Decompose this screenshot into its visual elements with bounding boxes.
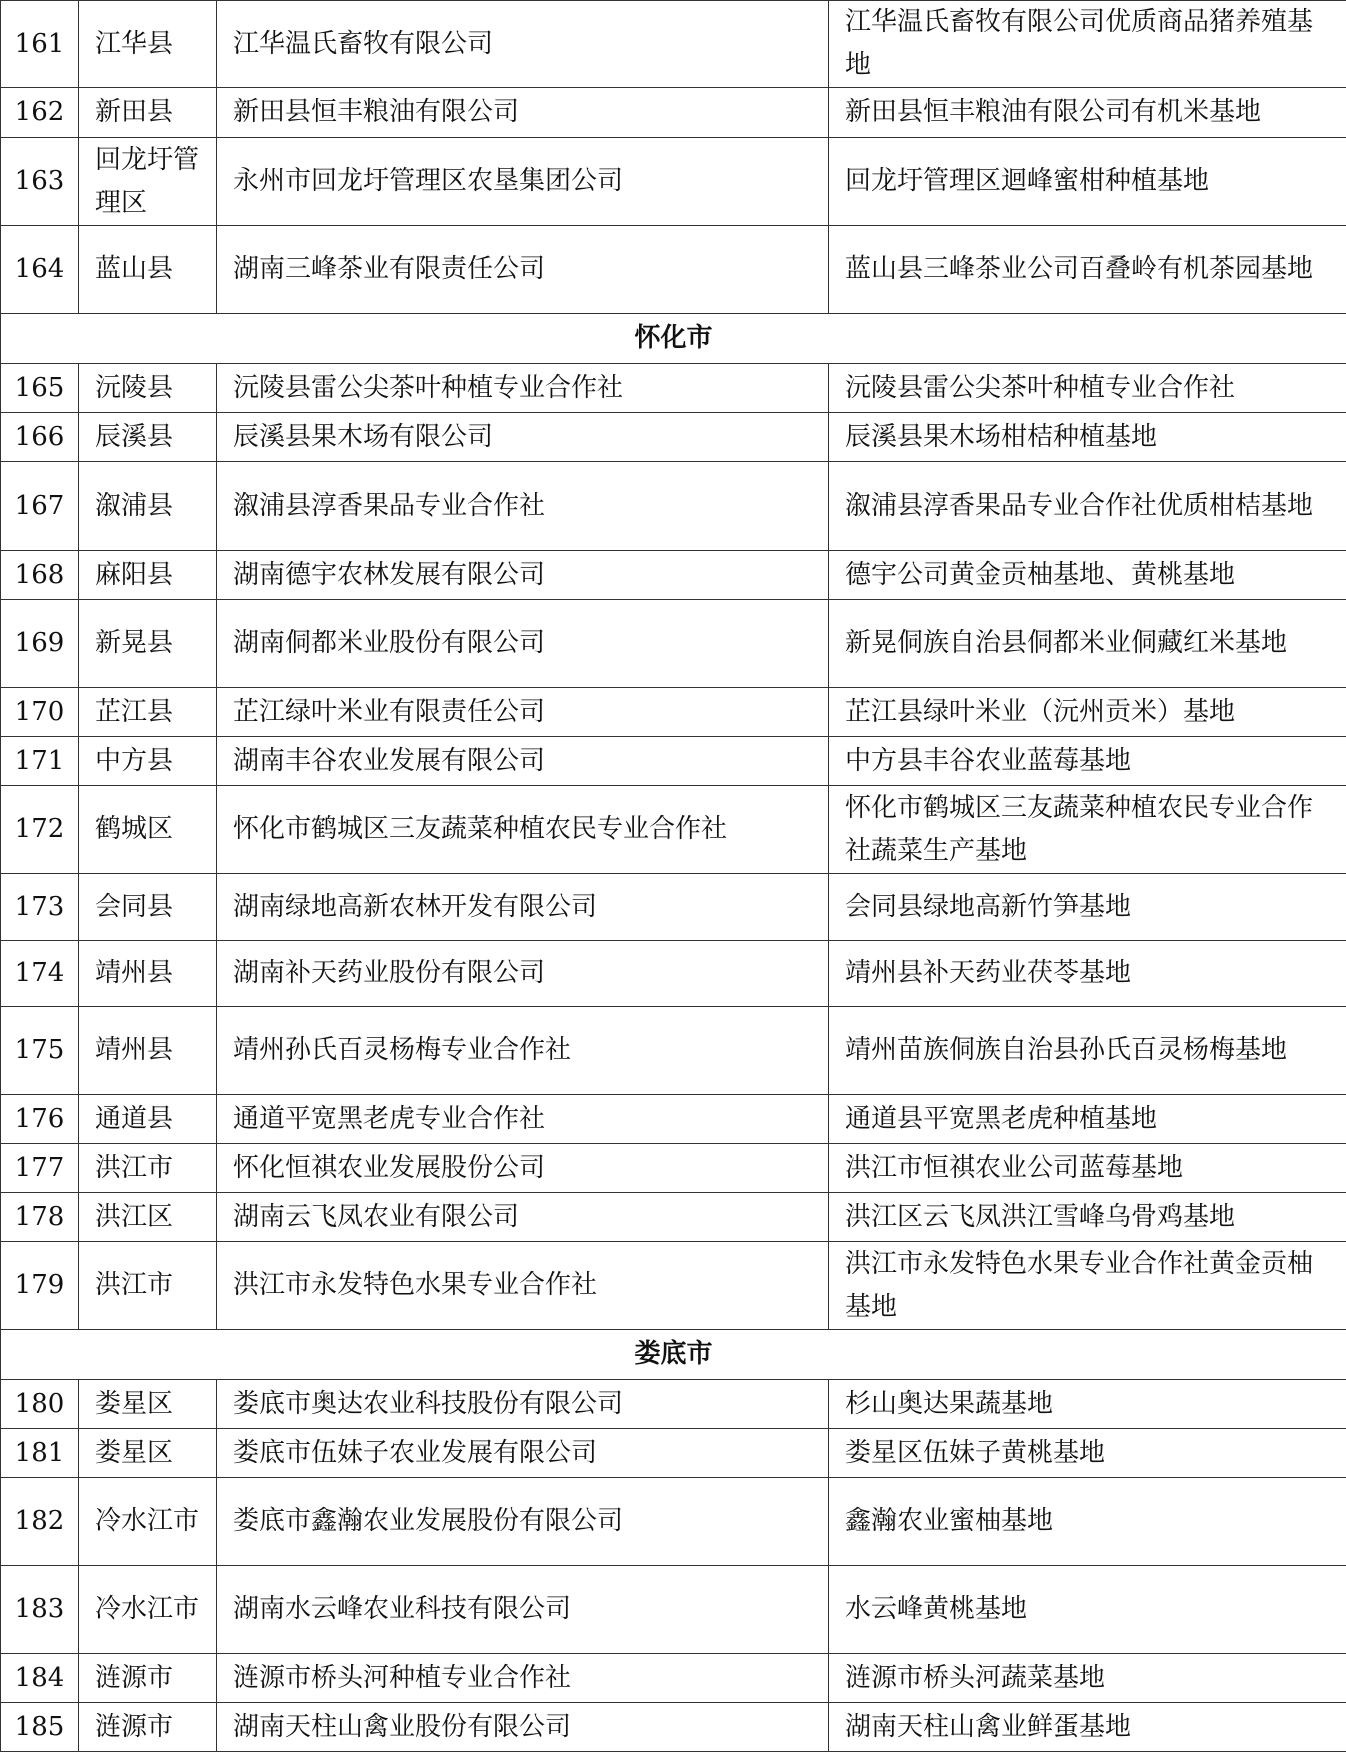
- company-cell: 涟源市桥头河种植专业合作社: [217, 1654, 829, 1703]
- base-cell: 鑫瀚农业蜜柚基地: [829, 1478, 1346, 1566]
- table-row: [1, 88, 1346, 138]
- county-cell: 洪江市: [79, 1242, 217, 1330]
- table-row: [1, 874, 1346, 941]
- table-row: [1, 786, 1346, 874]
- county-cell: 鹤城区: [79, 786, 217, 874]
- company-cell: 湖南云飞凤农业有限公司: [217, 1193, 829, 1242]
- county-cell: 溆浦县: [79, 462, 217, 551]
- base-cell: 中方县丰谷农业蓝莓基地: [829, 737, 1346, 786]
- row-number: 179: [1, 1242, 79, 1330]
- county-cell: 涟源市: [79, 1703, 217, 1752]
- base-cell: 湖南天柱山禽业鲜蛋基地: [829, 1703, 1346, 1752]
- row-number: 171: [1, 737, 79, 786]
- table-row: [1, 1566, 1346, 1654]
- base-cell: 江华温氏畜牧有限公司优质商品猪养殖基地: [829, 1, 1346, 88]
- section-title: 娄底市: [1, 1330, 1346, 1380]
- county-cell: 娄星区: [79, 1429, 217, 1478]
- company-cell: 娄底市鑫瀚农业发展股份有限公司: [217, 1478, 829, 1566]
- base-cell: 溆浦县淳香果品专业合作社优质柑桔基地: [829, 462, 1346, 551]
- county-cell: 回龙圩管理区: [79, 138, 217, 226]
- table-row: [1, 138, 1346, 226]
- county-cell: 洪江区: [79, 1193, 217, 1242]
- county-cell: 新晃县: [79, 600, 217, 688]
- base-cell: 洪江区云飞凤洪江雪峰乌骨鸡基地: [829, 1193, 1346, 1242]
- county-cell: 蓝山县: [79, 226, 217, 314]
- row-number: 170: [1, 688, 79, 737]
- table-row: [1, 462, 1346, 551]
- base-cell: 辰溪县果木场柑桔种植基地: [829, 413, 1346, 462]
- row-number: 177: [1, 1144, 79, 1193]
- row-number: 182: [1, 1478, 79, 1566]
- company-cell: 永州市回龙圩管理区农垦集团公司: [217, 138, 829, 226]
- table-row: [1, 1095, 1346, 1144]
- county-cell: 会同县: [79, 874, 217, 941]
- row-number: 165: [1, 364, 79, 413]
- base-cell: 杉山奥达果蔬基地: [829, 1380, 1346, 1429]
- base-cell: 靖州苗族侗族自治县孙氏百灵杨梅基地: [829, 1007, 1346, 1095]
- row-number: 162: [1, 88, 79, 138]
- row-number: 184: [1, 1654, 79, 1703]
- base-cell: 回龙圩管理区迴峰蜜柑种植基地: [829, 138, 1346, 226]
- row-number: 168: [1, 551, 79, 600]
- company-cell: 辰溪县果木场有限公司: [217, 413, 829, 462]
- company-cell: 湖南水云峰农业科技有限公司: [217, 1566, 829, 1654]
- county-cell: 新田县: [79, 88, 217, 138]
- table-row: [1, 737, 1346, 786]
- table-row: [1, 1007, 1346, 1095]
- section-title: 怀化市: [1, 314, 1346, 364]
- county-cell: 靖州县: [79, 1007, 217, 1095]
- county-cell: 洪江市: [79, 1144, 217, 1193]
- county-cell: 江华县: [79, 1, 217, 88]
- county-cell: 沅陵县: [79, 364, 217, 413]
- company-cell: 新田县恒丰粮油有限公司: [217, 88, 829, 138]
- company-cell: 洪江市永发特色水果专业合作社: [217, 1242, 829, 1330]
- section-header-row: [1, 1330, 1346, 1380]
- company-cell: 湖南绿地高新农林开发有限公司: [217, 874, 829, 941]
- table-row: [1, 1380, 1346, 1429]
- company-cell: 怀化市鹤城区三友蔬菜种植农民专业合作社: [217, 786, 829, 874]
- table-row: [1, 600, 1346, 688]
- county-cell: 冷水江市: [79, 1566, 217, 1654]
- base-cell: 会同县绿地高新竹笋基地: [829, 874, 1346, 941]
- base-cell: 娄星区伍妹子黄桃基地: [829, 1429, 1346, 1478]
- company-cell: 湖南三峰茶业有限责任公司: [217, 226, 829, 314]
- table-row: [1, 1429, 1346, 1478]
- row-number: 180: [1, 1380, 79, 1429]
- table-row: [1, 1, 1346, 88]
- section-header-row: [1, 314, 1346, 364]
- table-row: [1, 941, 1346, 1007]
- base-cell: 新田县恒丰粮油有限公司有机米基地: [829, 88, 1346, 138]
- row-number: 175: [1, 1007, 79, 1095]
- company-cell: 湖南德宇农林发展有限公司: [217, 551, 829, 600]
- county-cell: 芷江县: [79, 688, 217, 737]
- row-number: 181: [1, 1429, 79, 1478]
- company-cell: 通道平宽黑老虎专业合作社: [217, 1095, 829, 1144]
- row-number: 169: [1, 600, 79, 688]
- table-row: [1, 364, 1346, 413]
- company-cell: 沅陵县雷公尖茶叶种植专业合作社: [217, 364, 829, 413]
- base-cell: 新晃侗族自治县侗都米业侗藏红米基地: [829, 600, 1346, 688]
- table-row: [1, 1242, 1346, 1330]
- table-row: [1, 1478, 1346, 1566]
- base-cell: 洪江市永发特色水果专业合作社黄金贡柚基地: [829, 1242, 1346, 1330]
- company-cell: 芷江绿叶米业有限责任公司: [217, 688, 829, 737]
- row-number: 163: [1, 138, 79, 226]
- county-cell: 涟源市: [79, 1654, 217, 1703]
- base-cell: 怀化市鹤城区三友蔬菜种植农民专业合作社蔬菜生产基地: [829, 786, 1346, 874]
- county-cell: 中方县: [79, 737, 217, 786]
- table-row: [1, 551, 1346, 600]
- table-row: [1, 1144, 1346, 1193]
- county-cell: 麻阳县: [79, 551, 217, 600]
- county-cell: 通道县: [79, 1095, 217, 1144]
- table-row: [1, 413, 1346, 462]
- row-number: 176: [1, 1095, 79, 1144]
- row-number: 174: [1, 941, 79, 1007]
- row-number: 183: [1, 1566, 79, 1654]
- company-cell: 湖南侗都米业股份有限公司: [217, 600, 829, 688]
- company-cell: 娄底市伍妹子农业发展有限公司: [217, 1429, 829, 1478]
- row-number: 178: [1, 1193, 79, 1242]
- row-number: 161: [1, 1, 79, 88]
- company-cell: 湖南天柱山禽业股份有限公司: [217, 1703, 829, 1752]
- table-row: [1, 688, 1346, 737]
- base-cell: 芷江县绿叶米业（沅州贡米）基地: [829, 688, 1346, 737]
- base-cell: 沅陵县雷公尖茶叶种植专业合作社: [829, 364, 1346, 413]
- table-row: [1, 1654, 1346, 1703]
- row-number: 173: [1, 874, 79, 941]
- row-number: 172: [1, 786, 79, 874]
- company-cell: 湖南丰谷农业发展有限公司: [217, 737, 829, 786]
- row-number: 164: [1, 226, 79, 314]
- base-cell: 洪江市恒祺农业公司蓝莓基地: [829, 1144, 1346, 1193]
- company-cell: 溆浦县淳香果品专业合作社: [217, 462, 829, 551]
- company-cell: 靖州孙氏百灵杨梅专业合作社: [217, 1007, 829, 1095]
- base-cell: 蓝山县三峰茶业公司百叠岭有机茶园基地: [829, 226, 1346, 314]
- county-cell: 靖州县: [79, 941, 217, 1007]
- table-row: [1, 1703, 1346, 1752]
- company-cell: 娄底市奥达农业科技股份有限公司: [217, 1380, 829, 1429]
- table-row: [1, 226, 1346, 314]
- base-cell: 水云峰黄桃基地: [829, 1566, 1346, 1654]
- county-cell: 冷水江市: [79, 1478, 217, 1566]
- row-number: 166: [1, 413, 79, 462]
- table-row: [1, 1193, 1346, 1242]
- base-cell: 德宇公司黄金贡柚基地、黄桃基地: [829, 551, 1346, 600]
- county-cell: 辰溪县: [79, 413, 217, 462]
- row-number: 185: [1, 1703, 79, 1752]
- company-cell: 湖南补天药业股份有限公司: [217, 941, 829, 1007]
- county-cell: 娄星区: [79, 1380, 217, 1429]
- base-cell: 靖州县补天药业茯苓基地: [829, 941, 1346, 1007]
- row-number: 167: [1, 462, 79, 551]
- table-body: [1, 1, 1346, 1752]
- base-cell: 涟源市桥头河蔬菜基地: [829, 1654, 1346, 1703]
- base-cell: 通道县平宽黑老虎种植基地: [829, 1095, 1346, 1144]
- company-cell: 怀化恒祺农业发展股份公司: [217, 1144, 829, 1193]
- company-cell: 江华温氏畜牧有限公司: [217, 1, 829, 88]
